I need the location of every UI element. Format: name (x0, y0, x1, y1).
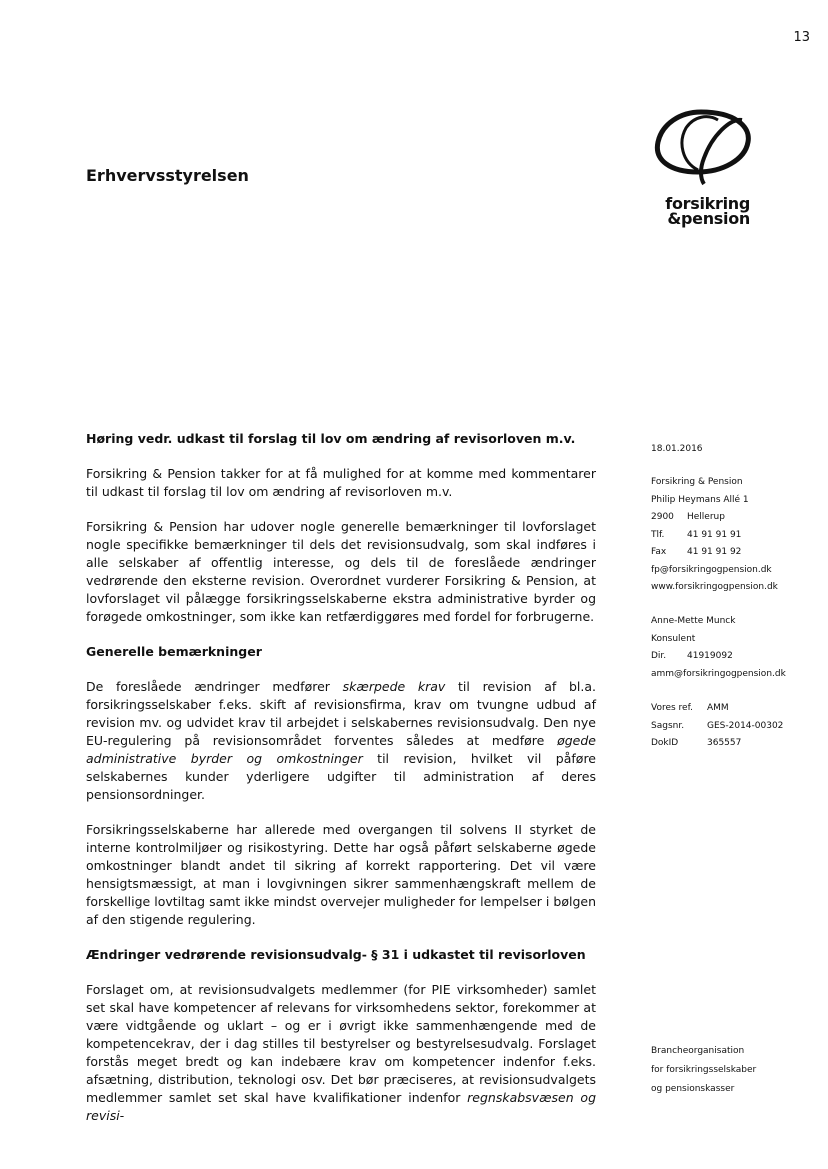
case-number-row (651, 718, 821, 736)
reference-block (651, 700, 821, 753)
text-segment: til revision af bl.a. forsikringsselskaber f.eks. skift af revisionsfirma, krav om tvungne udbud af revision mv. og udvidet krav til arbejdet i selskabernes revisionsudvalg. Den nye EU-regulering på revisionsområdet forventes således at medføre (86, 679, 597, 748)
text-segment: De foreslåede ændringer medfører (86, 679, 343, 694)
fax-label: Fax (651, 547, 667, 557)
letter-date: 18.01.2016 (651, 444, 703, 454)
logo-mark-icon (646, 106, 756, 196)
footer-line-2: for forsikringsselskaber (651, 1065, 757, 1075)
logo-line-2: &pension (667, 209, 750, 228)
logo-line-1: forsikring (665, 194, 750, 213)
contact-title: Konsulent (651, 633, 696, 644)
phone-row (651, 527, 821, 545)
contact-email: amm@forsikringogpension.dk (651, 668, 786, 679)
zip-code: 2900 (651, 512, 674, 522)
our-ref-row (651, 700, 821, 718)
letter-body (86, 430, 596, 1142)
direct-phone-value: 41919092 (687, 651, 733, 661)
sender-zip-city (651, 509, 821, 527)
paragraph-5 (86, 981, 596, 1125)
phone-label: Tlf. (651, 529, 665, 540)
case-number-label: Sagsnr. (651, 720, 685, 731)
our-ref-label: Vores ref. (651, 703, 693, 713)
paragraph-4: Forsikringsselskaberne har allerede med overgangen til solvens II styrket de interne kontrolmiljøer og risikostyring. Dette har også påført selskaberne øgede omkostninger blandt andet til sikring af korrekt rapportering. Det vil være hensigtsmæssigt, at man i lovgivningen sikrer sammenhængskraft mellem de forskellige lovtiltag samt ikke mindst overvejer muligheder for lempelser i bølgen af den stigende regulering. (86, 822, 596, 927)
letter-heading: Høring vedr. udkast til forslag til lov om ændring af revisorloven m.v. (86, 431, 576, 446)
doc-id-label: DokID (651, 738, 679, 748)
direct-phone-label: Dir. (651, 651, 667, 661)
section-heading-audit-committee: Ændringer vedrørende revisionsudvalg- § 31 i udkastet til revisorloven (86, 947, 586, 962)
fax-value: 41 91 91 92 (687, 547, 742, 557)
city: Hellerup (687, 512, 725, 522)
doc-id-row (651, 735, 821, 753)
section-heading-general: Generelle bemærkninger (86, 644, 262, 659)
direct-phone-row (651, 648, 821, 666)
logo-wordmark (640, 196, 750, 226)
fax-row (651, 544, 821, 562)
paragraph-2: Forsikring & Pension har udover nogle generelle bemærkninger til lovforslaget nogle specifikke bemærkninger til dels det revisionsudvalg, som skal indføres i alle selskaber af offentlig interesse, og dels til de foreslåede ændringer vedrørende den eksterne revision. Overordnet vurderer Forsikring & Pension, at lovforslaget vil pålægge forsikringsselskaberne ekstra administrative byrder og forøgede omkostninger, som ikke kan retfærdiggøres med fordel for forbrugerne. (86, 519, 596, 624)
paragraph-3 (86, 678, 596, 804)
sender-org-name: Forsikring & Pension (651, 477, 743, 487)
contact-block (651, 613, 821, 683)
our-ref-value: AMM (707, 703, 729, 713)
footer-line-3: og pensionskasser (651, 1084, 735, 1094)
contact-name: Anne-Mette Munck (651, 616, 736, 626)
sender-email: fp@forsikringogpension.dk (651, 564, 772, 575)
text-segment: til revision, hvilket vil påføre selskabernes kunder yderligere udgifter til administration af deres pensionsordninger. (86, 751, 596, 802)
emphasis-text: regnskabsvæsen og revisi- (86, 1090, 597, 1123)
sender-website: www.forsikringogpension.dk (651, 582, 778, 592)
recipient-name: Erhvervsstyrelsen (86, 166, 249, 185)
phone-value: 41 91 91 91 (687, 529, 742, 540)
paragraph-1: Forsikring & Pension takker for at få mulighed for at komme med kommentarer til udkast til forslag til lov om ændring af revisorloven m.v. (86, 466, 596, 499)
organisation-footer (651, 1042, 821, 1099)
sender-address-block (651, 474, 821, 597)
text-segment: Forslaget om, at revisionsudvalgets medlemmer (for PIE virksomheder) samlet set skal have kompetencer af relevans for virksomhedens sektor, forekommer at være vidtgående og uklart – og er i øvrigt ikke sammenhængende med de kompetencekrav, der i dag stilles til bestyrelser og bestyrelsesudvalg. Forslaget forstås meget bredt og kan indebære krav om kompetencer indenfor f.eks. afsætning, distribution, teknologi osv. Det bør præciseres, at revisionsudvalgets medlemmer samlet set skal have kvalifikationer indenfor (86, 982, 596, 1105)
emphasis-text: øgede administrative byrder og omkostninger (86, 733, 596, 766)
case-number-value: GES-2014-00302 (707, 720, 784, 731)
sender-street: Philip Heymans Allé 1 (651, 494, 749, 505)
page-number: 13 (793, 30, 810, 45)
footer-line-1: Brancheorganisation (651, 1046, 745, 1056)
company-logo (640, 106, 760, 236)
doc-id-value: 365557 (707, 738, 742, 748)
emphasis-text: skærpede krav (342, 679, 446, 694)
